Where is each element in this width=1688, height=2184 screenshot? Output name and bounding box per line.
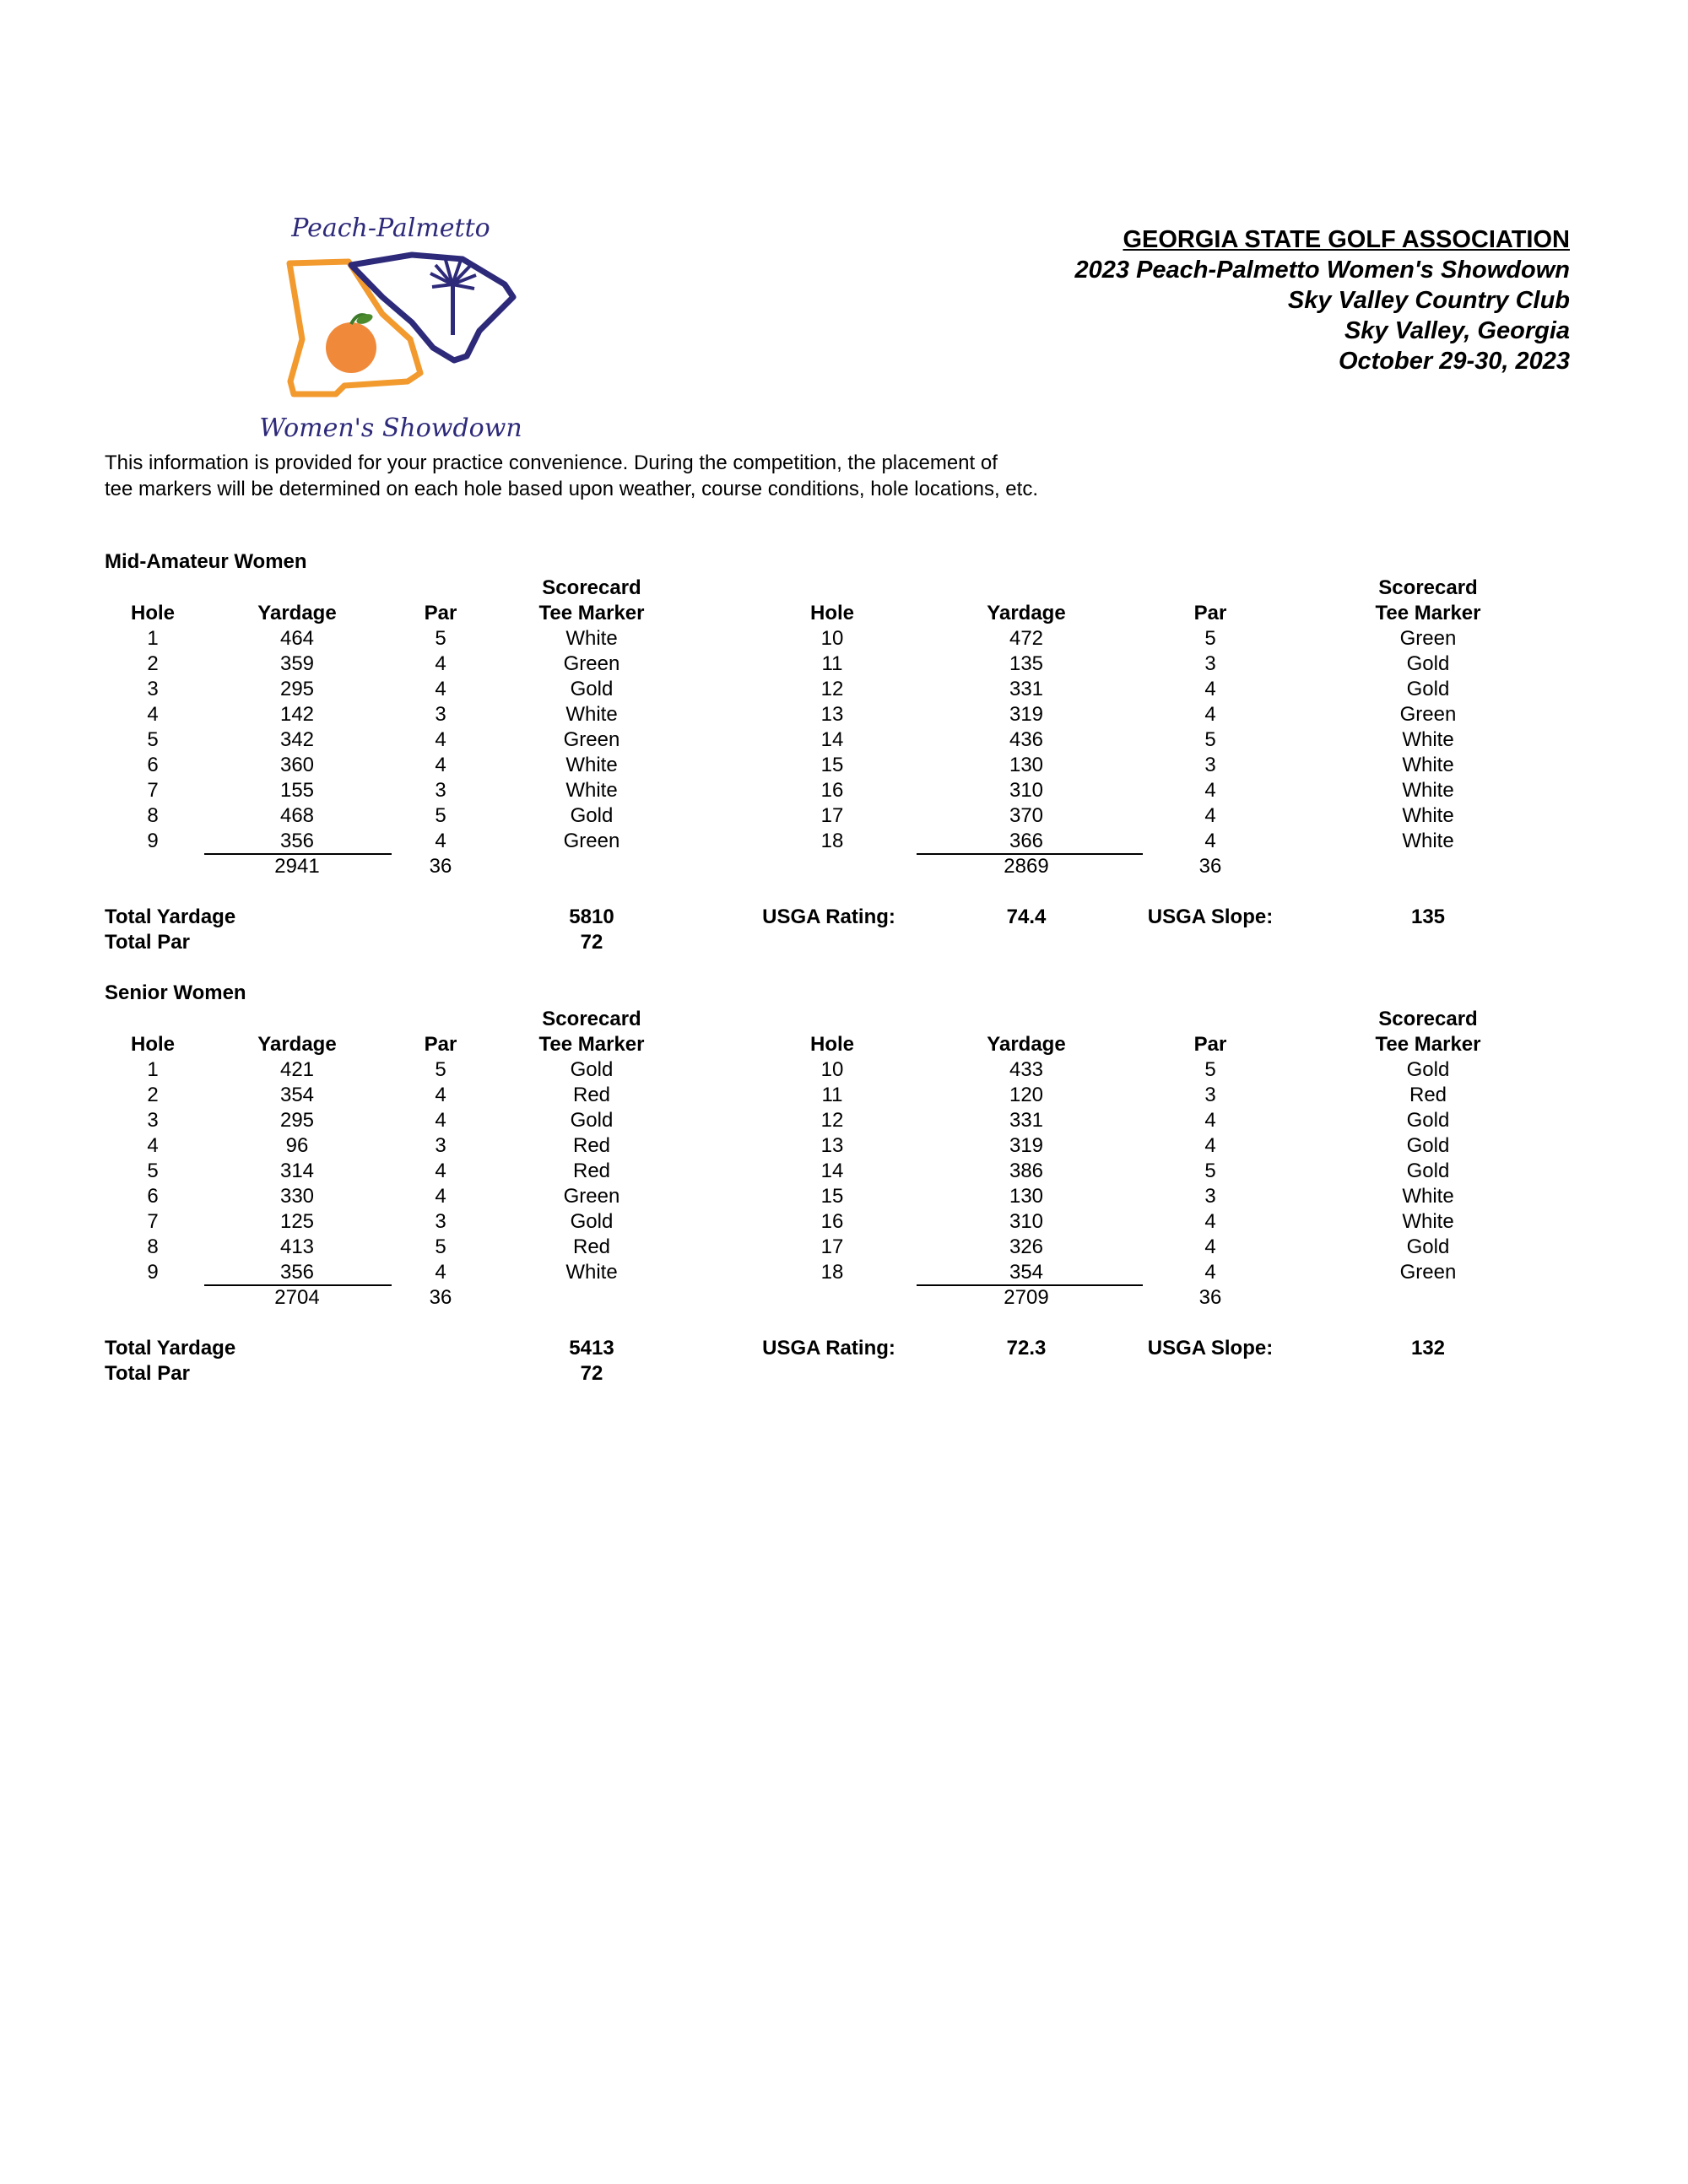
usga-slope-label: USGA Slope: <box>1147 905 1274 928</box>
total-yardage-value: 5810 <box>569 905 614 928</box>
hole-number: 16 <box>820 1210 844 1233</box>
tee-marker: White <box>565 703 618 726</box>
hole-yardage: 295 <box>279 678 315 700</box>
total-yardage-label: Total Yardage <box>105 905 236 928</box>
section-title: Mid-Amateur Women <box>105 550 307 573</box>
hole-yardage: 464 <box>279 627 315 650</box>
total-yardage-value: 5413 <box>569 1337 614 1360</box>
hole-par: 5 <box>1204 728 1216 751</box>
hole-par: 3 <box>1204 1084 1216 1106</box>
back-nine-yardage-total: 2869 <box>1004 855 1049 878</box>
tee-marker-header: Tee Marker <box>1375 1033 1481 1056</box>
hole-yardage: 366 <box>1009 830 1044 852</box>
hole-yardage: 356 <box>279 1261 315 1284</box>
hole-header: Hole <box>809 1033 854 1056</box>
hole-yardage: 386 <box>1009 1160 1044 1182</box>
hole-par: 3 <box>435 779 446 802</box>
par-header: Par <box>424 602 457 624</box>
front-nine-par-total: 36 <box>429 1286 452 1309</box>
scorecard-header: Scorecard <box>542 576 641 599</box>
yardage-header: Yardage <box>257 602 337 624</box>
hole-number: 11 <box>821 1084 843 1106</box>
tee-marker: Gold <box>1406 652 1450 675</box>
tee-marker: Gold <box>570 1109 614 1132</box>
hole-yardage: 130 <box>1009 754 1044 776</box>
hole-number: 5 <box>147 1160 159 1182</box>
hole-number: 8 <box>147 804 159 827</box>
scorecard-header: Scorecard <box>1378 576 1478 599</box>
tee-marker: White <box>1402 728 1454 751</box>
tee-marker: Gold <box>1406 1109 1450 1132</box>
scorecard-header: Scorecard <box>1378 1008 1478 1030</box>
tee-marker-header: Tee Marker <box>538 602 645 624</box>
hole-number: 18 <box>820 1261 844 1284</box>
club-name: Sky Valley Country Club <box>1287 287 1570 314</box>
hole-number: 2 <box>147 652 159 675</box>
hole-par: 4 <box>1204 1134 1216 1157</box>
par-header: Par <box>1193 602 1227 624</box>
hole-yardage: 331 <box>1009 678 1044 700</box>
hole-yardage: 421 <box>279 1058 315 1081</box>
tee-marker: Gold <box>570 1210 614 1233</box>
tee-marker: Green <box>563 830 620 852</box>
tee-marker: Gold <box>570 678 614 700</box>
total-par-label: Total Par <box>105 931 190 954</box>
hole-yardage: 142 <box>279 703 315 726</box>
tee-marker: Green <box>563 652 620 675</box>
hole-par: 4 <box>435 678 446 700</box>
total-par-label: Total Par <box>105 1362 190 1385</box>
tee-marker: Gold <box>1406 1058 1450 1081</box>
hole-number: 11 <box>821 652 843 675</box>
usga-rating-value: 72.3 <box>1006 1337 1047 1360</box>
yardage-header: Yardage <box>987 1033 1066 1056</box>
hole-yardage: 360 <box>279 754 315 776</box>
usga-slope-label: USGA Slope: <box>1147 1337 1274 1360</box>
hole-par: 4 <box>1204 779 1216 802</box>
hole-yardage: 354 <box>279 1084 315 1106</box>
tee-marker: Red <box>572 1084 611 1106</box>
hole-yardage: 436 <box>1009 728 1044 751</box>
tee-marker: Green <box>1399 1261 1457 1284</box>
hole-number: 4 <box>147 703 159 726</box>
tee-marker: White <box>1402 830 1454 852</box>
tee-marker: Gold <box>570 804 614 827</box>
hole-header: Hole <box>130 602 175 624</box>
org-name: GEORGIA STATE GOLF ASSOCIATION <box>1123 226 1570 253</box>
hole-par: 4 <box>435 728 446 751</box>
hole-number: 17 <box>820 1235 844 1258</box>
hole-par: 3 <box>435 703 446 726</box>
hole-number: 12 <box>820 678 844 700</box>
tee-marker: White <box>1402 1210 1454 1233</box>
hole-number: 10 <box>820 627 844 650</box>
hole-par: 5 <box>1204 1160 1216 1182</box>
hole-yardage: 354 <box>1009 1261 1044 1284</box>
logo-top-text: Peach-Palmetto <box>291 214 490 243</box>
tee-marker: Gold <box>1406 678 1450 700</box>
document-header <box>1075 224 1571 376</box>
tee-marker: White <box>1402 779 1454 802</box>
usga-rating-label: USGA Rating: <box>762 1337 895 1360</box>
scorecard-header: Scorecard <box>542 1008 641 1030</box>
tee-marker: White <box>1402 1185 1454 1208</box>
peach-palmetto-logo <box>209 213 576 445</box>
hole-number: 1 <box>147 1058 159 1081</box>
tee-marker: Gold <box>1406 1134 1450 1157</box>
hole-number: 4 <box>147 1134 159 1157</box>
tee-marker: Gold <box>570 1058 614 1081</box>
usga-slope-value: 135 <box>1410 905 1446 928</box>
hole-par: 4 <box>1204 1109 1216 1132</box>
hole-number: 14 <box>820 1160 844 1182</box>
hole-number: 1 <box>147 627 159 650</box>
hole-par: 3 <box>435 1210 446 1233</box>
hole-yardage: 413 <box>279 1235 315 1258</box>
hole-number: 3 <box>147 678 159 700</box>
hole-par: 4 <box>1204 1261 1216 1284</box>
tee-marker: Red <box>572 1235 611 1258</box>
hole-yardage: 331 <box>1009 1109 1044 1132</box>
hole-number: 14 <box>820 728 844 751</box>
yardage-header: Yardage <box>257 1033 337 1056</box>
tee-marker: Red <box>1409 1084 1447 1106</box>
logo-graphic <box>209 213 576 445</box>
par-header: Par <box>424 1033 457 1056</box>
back-nine-par-total: 36 <box>1198 855 1222 878</box>
total-par-value: 72 <box>580 1362 603 1385</box>
hole-yardage: 330 <box>279 1185 315 1208</box>
hole-par: 3 <box>435 1134 446 1157</box>
hole-number: 9 <box>147 830 159 852</box>
hole-yardage: 356 <box>279 830 315 852</box>
tee-marker: Green <box>1399 627 1457 650</box>
hole-par: 4 <box>435 1185 446 1208</box>
hole-par: 5 <box>435 804 446 827</box>
hole-yardage: 125 <box>279 1210 315 1233</box>
hole-par: 4 <box>435 830 446 852</box>
hole-yardage: 155 <box>279 779 315 802</box>
front-nine-yardage-total: 2941 <box>274 855 320 878</box>
hole-number: 18 <box>820 830 844 852</box>
hole-number: 17 <box>820 804 844 827</box>
tee-marker: Gold <box>1406 1160 1450 1182</box>
hole-yardage: 433 <box>1009 1058 1044 1081</box>
hole-number: 10 <box>820 1058 844 1081</box>
event-name: 2023 Peach-Palmetto Women's Showdown <box>1074 257 1570 284</box>
hole-par: 4 <box>1204 678 1216 700</box>
hole-par: 5 <box>1204 1058 1216 1081</box>
hole-par: 4 <box>435 652 446 675</box>
hole-par: 4 <box>435 1160 446 1182</box>
hole-par: 4 <box>1204 830 1216 852</box>
hole-par: 4 <box>1204 1210 1216 1233</box>
tee-marker: Green <box>1399 703 1457 726</box>
hole-yardage: 310 <box>1009 1210 1044 1233</box>
hole-yardage: 310 <box>1009 779 1044 802</box>
hole-yardage: 135 <box>1009 652 1044 675</box>
tee-marker: Green <box>563 1185 620 1208</box>
hole-number: 3 <box>147 1109 159 1132</box>
practice-note <box>105 450 1038 502</box>
hole-number: 12 <box>820 1109 844 1132</box>
hole-par: 4 <box>435 1261 446 1284</box>
hole-yardage: 370 <box>1009 804 1044 827</box>
tee-marker-header: Tee Marker <box>1375 602 1481 624</box>
usga-rating-value: 74.4 <box>1006 905 1047 928</box>
hole-number: 13 <box>820 703 844 726</box>
hole-yardage: 314 <box>279 1160 315 1182</box>
crescent-moon-icon <box>406 273 430 298</box>
hole-yardage: 120 <box>1009 1084 1044 1106</box>
note-line-2: tee markers will be determined on each hole based upon weather, course conditions, hole locations, etc. <box>105 478 1038 500</box>
hole-par: 3 <box>1204 652 1216 675</box>
hole-par: 5 <box>1204 627 1216 650</box>
hole-par: 5 <box>435 1235 446 1258</box>
tee-marker: Red <box>572 1160 611 1182</box>
tee-marker: Red <box>572 1134 611 1157</box>
hole-par: 3 <box>1204 754 1216 776</box>
hole-number: 5 <box>147 728 159 751</box>
hole-header: Hole <box>809 602 854 624</box>
hole-number: 13 <box>820 1134 844 1157</box>
hole-par: 5 <box>435 1058 446 1081</box>
hole-yardage: 468 <box>279 804 315 827</box>
hole-par: 5 <box>435 627 446 650</box>
hole-yardage: 472 <box>1009 627 1044 650</box>
hole-number: 7 <box>147 779 159 802</box>
total-par-value: 72 <box>580 931 603 954</box>
hole-par: 4 <box>435 1109 446 1132</box>
hole-number: 6 <box>147 754 159 776</box>
hole-number: 2 <box>147 1084 159 1106</box>
front-nine-par-total: 36 <box>429 855 452 878</box>
hole-par: 4 <box>1204 703 1216 726</box>
usga-slope-value: 132 <box>1410 1337 1446 1360</box>
hole-number: 8 <box>147 1235 159 1258</box>
hole-number: 6 <box>147 1185 159 1208</box>
hole-header: Hole <box>130 1033 175 1056</box>
par-header: Par <box>1193 1033 1227 1056</box>
yardage-header: Yardage <box>987 602 1066 624</box>
peach-icon <box>326 322 376 373</box>
tee-marker: Gold <box>1406 1235 1450 1258</box>
hole-number: 7 <box>147 1210 159 1233</box>
hole-number: 9 <box>147 1261 159 1284</box>
back-nine-yardage-total: 2709 <box>1004 1286 1049 1309</box>
location: Sky Valley, Georgia <box>1344 317 1570 344</box>
total-yardage-label: Total Yardage <box>105 1337 236 1360</box>
hole-yardage: 326 <box>1009 1235 1044 1258</box>
usga-rating-label: USGA Rating: <box>762 905 895 928</box>
hole-par: 4 <box>1204 804 1216 827</box>
tee-marker: White <box>565 779 618 802</box>
back-nine-par-total: 36 <box>1198 1286 1222 1309</box>
tee-marker: White <box>565 1261 618 1284</box>
event-dates: October 29-30, 2023 <box>1338 348 1570 375</box>
tee-marker: White <box>565 627 618 650</box>
hole-par: 3 <box>1204 1185 1216 1208</box>
hole-par: 4 <box>435 1084 446 1106</box>
hole-number: 15 <box>820 754 844 776</box>
tee-marker: White <box>1402 754 1454 776</box>
hole-yardage: 319 <box>1009 1134 1044 1157</box>
hole-yardage: 342 <box>279 728 315 751</box>
hole-yardage: 359 <box>279 652 315 675</box>
logo-bottom-text: Women's Showdown <box>259 414 522 443</box>
note-line-1: This information is provided for your practice convenience. During the competition, the placement of <box>105 451 998 474</box>
section-title: Senior Women <box>105 981 246 1004</box>
tee-marker: White <box>1402 804 1454 827</box>
palmetto-tree-icon <box>430 260 476 335</box>
hole-par: 4 <box>1204 1235 1216 1258</box>
tee-marker-header: Tee Marker <box>538 1033 645 1056</box>
hole-number: 16 <box>820 779 844 802</box>
hole-yardage: 295 <box>279 1109 315 1132</box>
tee-marker: White <box>565 754 618 776</box>
hole-yardage: 96 <box>285 1134 309 1157</box>
hole-yardage: 130 <box>1009 1185 1044 1208</box>
hole-number: 15 <box>820 1185 844 1208</box>
hole-par: 4 <box>435 754 446 776</box>
tee-marker: Green <box>563 728 620 751</box>
hole-yardage: 319 <box>1009 703 1044 726</box>
front-nine-yardage-total: 2704 <box>274 1286 320 1309</box>
